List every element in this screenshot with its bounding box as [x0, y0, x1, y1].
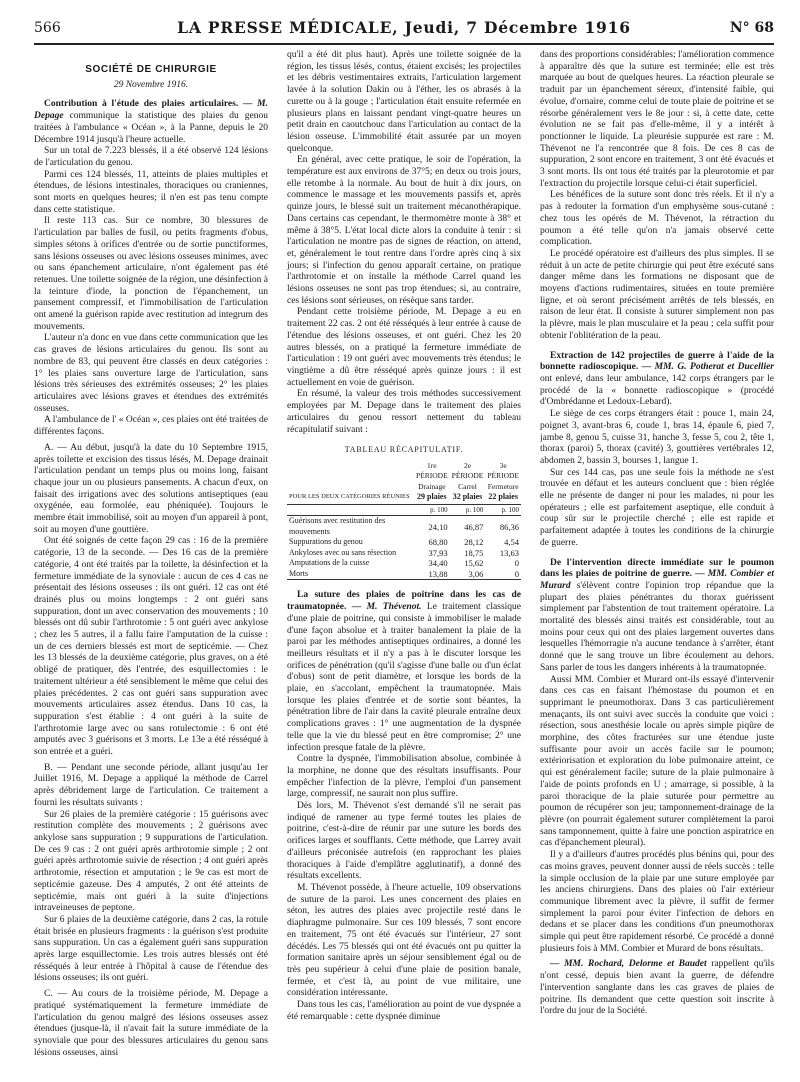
page-number: 566 [34, 20, 61, 36]
table-cell: 86,36 [499, 521, 519, 532]
paragraph: Il y a d'ailleurs d'autres procédés plus bénins qui, pour des cas moins graves, peuvent donner aussi de réels succès : telle la simple occlusion de la plaie par une suture employée par les anciens chirurgiens. Dans des plaies où l'air extérieur communique librement avec la plèvre, il suffit de fermer simplement la paroi pour éviter l'infection de dehors en dedans et se placer dans les conditions d'un pneumothorax simple qui peut être rapidement résorbé. Ce procédé a donné plusieurs fois à MM. Combier et Murard de bons résultats. [540, 850, 774, 954]
article-title: Extraction de 142 projectiles de guerre à l'aide de la bonnette radioscopique. — [540, 350, 774, 373]
column-header-periode-3: 3e PÉRIODE Fermeture 22 plaies [485, 460, 521, 505]
table-cell: 28,12 [464, 537, 484, 548]
paragraph: qu'il a été dit plus haut). Après une toilette soignée de la région, les tissus lésés, contus, étaient excisés; les projectiles et les débris vestimentaires extraits, l'articulation largement lavée à la solution Dakin ou à l'éther, les os abrasés à la curette ou à la gouge ; l'articulation était ensuite refermée en plusieurs plans en laissant pendant vingt-quatre heures un petit drain en caoutchouc dans l'articulation au contact de la lésion osseuse. L'immobilité était assurée par un moyen quelconque. [287, 50, 521, 154]
column-2 [287, 50, 521, 1070]
column-header-periode-2: 2e PÉRIODE Carrel 32 plaies [450, 460, 486, 505]
session-date: 29 Novembre 1916. [113, 79, 189, 90]
row-label: Amputations de la cuisse [289, 558, 370, 568]
column-1 [34, 50, 268, 1070]
article-intro: ont enlevé, dans leur ambulance, 142 corps étrangers par le procédé de la « bonnette radioscopique » (procédé d'Ombrédanne et Ledoux-Lebard). [540, 373, 774, 408]
paragraph: Pendant cette troisième période, M. Depage a eu en traitement 22 cas. 2 ont été résséqués à leur entrée à cause de l'étendue des lésions osseuses, et ont guéri. Chez les 20 autres blessés, on a pratiqué la fermeture immédiate de l'articulation : 19 ont guéri avec mouvements très étendus; le vingtième a dû être résséqué après quinze jours : il est actuellement en voie de guérison. [287, 307, 521, 388]
table-row [287, 537, 521, 548]
table-cell: 3,06 [450, 569, 486, 580]
article-heading-suture-poitrine [287, 590, 521, 754]
row-label: Ankyloses avec ou sans résection [289, 547, 397, 557]
closing-authors: — MM. Rochard, Delorme et Baudet [550, 959, 707, 970]
table-cell: 46,87 [464, 521, 484, 532]
article-author: MM. Combier et Murard [540, 569, 774, 591]
header-rule [34, 43, 774, 45]
paragraph: Sur ces 144 cas, pas une seule fois la méthode ne s'est trouvée en défaut et les auteurs concluent que : bien réglée elle ne présente de danger ni pour les malades, ni pour les opérateurs ; elle est parfaitement aseptique, elle conduit à coup sûr sur le projectile cherché ; elle est rapide et parfaitement adaptée à toutes les conditions de la chirurgie de guerre. [540, 467, 774, 548]
column-3 [540, 50, 774, 1070]
table-units-row [287, 504, 521, 516]
paragraph: B. — Pendant une seconde période, allant jusqu'au 1er Juillet 1916, M. Depage a appliqué la méthode de Carrel après débridement large de l'articulation. Ce traitement a fourni les résultats suivants : [34, 762, 268, 808]
paragraph: dans des proportions considérables; l'amélioration commence à apparaître dès que la suture est terminée; elle est très marquée au bout de quelques heures. La réaction pleurale se traduit par un épanchement séreux, d'intensité faible, qui évolue, d'ornaire, comme celui de toute plaie de poitrine et se résorbe généralement vers le 8e jour : si, à cette date, cette évolution ne se fait pas d'elle-même, il y a intérêt à ponctionner le liquide. La pleurésie suppurée est rare : M. Thévenot ne l'a rencontrée que 8 fois. De ces 8 cas de suppuration, 2 sont encore en traitement, 3 ont été évacués et 3 sont morts. Ils ont tous été traités par la pleurotomie et par l'extraction du projectile lorsque celui-ci était superficiel. [540, 50, 774, 189]
journal-title: LA PRESSE MÉDICALE, Jeudi, 7 Décembre 1916 [177, 18, 631, 37]
paragraph: L'auteur n'a donc en vue dans cette communication que les cas graves de lésions articulaires du genou. Ils sont au nombre de 83, qui peuvent être classés en deux catégories : 1° les plaies sans ouverture large de l'articulation, sans lésions très sérieuses des extrémités osseuses; 2° les plaies articulaires avec lésions graves et étendues des extrémités osseuses. [34, 333, 268, 414]
table-cell: 34,40 [428, 558, 448, 569]
table-cell: 13,88 [414, 569, 450, 580]
column-header-periode-1: 1re PÉRIODE Drainage 29 plaies [414, 460, 450, 505]
paragraph: M. Thévenot possède, à l'heure actuelle, 109 observations de suture de la paroi. Les unes concernent des plaies en séton, les autres des plaies avec projectile resté dans le diaphragme pulmonaire. Sur ces 109 blessés, 7 sont encore en traitement, 75 ont été évacués sur l'intérieur, 27 sont décédés. Les 75 blessés qui ont été évacués ont pu quitter la formation sanitaire après un séjour sensiblement égal ou de très peu supérieur à celui d'une plaie de position banale, fermée, et c'est là, au point de vue militaire, une considération intéressante. [287, 882, 521, 999]
table-row [287, 516, 521, 538]
unit-cell: p. 100 [485, 504, 521, 516]
table-cell: 15,62 [464, 558, 484, 569]
table-cell: 0 [514, 558, 519, 569]
article-intro: s'élèvent contre l'opinion trop répandue que la plupart des plaies pénétrantes du thorax guérissent simplement par l'abstention de tout traitement opératoire. La mortalité des blessés ainsi traités est considérable, tout au moins pour ceux qui ont des plaies largement ouvertes dans lesquelles l'hémorragie n'a aucune tendance à s'arrêter, étant donné que le sang trouve un libre écoulement au dehors. Sans parler de tous les dangers inhérents à la traumatopnée. [540, 580, 774, 673]
paragraph: Contre la dyspnée, l'immobilisation absolue, combinée à la morphine, ne donne que des résultats insuffisants. Pour empêcher l'infection de la plèvre, l'emploi d'un pansement large, compressif, ne saurait non plus suffire. [287, 754, 521, 800]
table-cell: 4,54 [504, 537, 519, 548]
paragraph: Le procédé opératoire est d'ailleurs des plus simples. Il se réduit à un acte de petite chirurgie qui peut être exécuté sans danger même dans les formations ne disposant que de moyens d'actions rudimentaires, situées en toute première ligne, et où seront précisément arrêtés de tels blessés, en raison de leur état. Il consiste à suturer simplement non pas la plèvre, mais le plan musculaire et la peau ; cela suffit pour obtenir l'oblitération de la peau. [540, 248, 774, 341]
article-title: De l'intervention directe immédiate sur le poumon dans les plaies de poitrine de guerre. — [540, 557, 774, 580]
article-author: M. Thévenot. [366, 602, 422, 613]
paragraph: A. — Au début, jusqu'à la date du 10 Septembre 1915, après toilette et excision des tissus lésés, M. Depage drainait l'articulation pendant un temps plus ou moins long, faisant chaque jour un ou plusieurs pansements. A chacun d'eux, on faisait des irrigations avec des solutions antiseptiques (eau oxygénée, eau formolée, eau phéniquée). Toujours le membre était immobilisé, soit au moyen d'un appareil à pont, soit au moyen d'une gouttière. [34, 442, 268, 535]
table-cell: 37,93 [428, 547, 448, 558]
article-title: Contribution à l'étude des plaies articulaires. — [44, 99, 253, 110]
paragraph: Aussi MM. Combier et Murard ont-ils essayé d'intervenir dans ces cas en faisant l'hémostase du poumon et en supprimant le pneumothorax. Dans 3 cas particulièrement menaçants, ils ont suivi avec succès la conduite que voici : résection, sous anesthésie locale ou après simple piqûre de morphine, des côtes fracturées sur une étendue juste suffisante pour avoir un accès facile sur le poumon; extériorisation et exploration du lobe pulmonaire atteint, ce qui est généralement facile; suture de la plaie pulmonaire à l'aide de points profonds en U ; amarrage, si possible, à la paroi thoracique de la plaie suturée pour permettre au poumon de récupérer son jeu; tamponnement-drainage de la plèvre (on pourrait également suturer complètement la paroi sans tamponnement, quitte à faire une ponction aspiratrice en cas d'épanchement pleural). [540, 674, 774, 849]
closing-text: rappellent qu'ils n'ont cessé, depuis bien avant la guerre, de défendre l'intervention sanglante dans les cas graves de plaies de poitrine. Ils demandent que cette question soit inscrite à l'ordre du jour de la Société. [540, 959, 774, 1017]
paragraph: C. — Au cours de la troisième période, M. Depage a pratiqué systématiquement la fermeture immédiate de l'articulation du genou malgré des lésions osseuses assez étendues (jusque-là, il n'avait fait la suture immédiate de la synoviale que pour des blessures articulaires du genou sans lésions osseuses, ainsi [34, 989, 268, 1058]
table-row [287, 569, 521, 580]
paragraph: Dans tous les cas, l'amélioration au point de vue dyspnée a été remarquable : cette dyspnée diminue [287, 1000, 521, 1022]
article-heading-intervention-poumon [540, 558, 774, 675]
article-heading-plaies-articulaires [34, 99, 268, 146]
row-label: Guérisons avec restitution des mouvements [289, 516, 386, 536]
table-row [287, 558, 521, 569]
page-header [34, 18, 774, 40]
row-label: Morts [287, 569, 414, 580]
closing-paragraph [540, 959, 774, 1018]
unit-cell: p. 100 [414, 504, 450, 516]
paragraph: En résumé, la valeur des trois méthodes successivement employées par M. Depage dans le traitement des plaies articulaires du genou ressort nettement du tableau récapitulatif suivant : [287, 389, 521, 435]
issue-number: N° 68 [729, 20, 774, 36]
table-title: TABLEAU RÉCAPITULATIF. [344, 445, 464, 455]
article-intro: communique la statistique des plaies du genou traitées à l'ambulance « Océan », à la Panne, depuis le 20 Décembre 1914 jusqu'à l'heure actuelle. [34, 111, 268, 145]
table-cell: 0 [485, 569, 521, 580]
row-label: Suppurations du genou [289, 537, 363, 547]
society-heading: SOCIÉTÉ DE CHIRURGIE [85, 64, 217, 75]
table-corner-label: POUR LES DEUX CATÉGORIES RÉUNIES [287, 460, 414, 505]
article-author: M. Depage [34, 99, 268, 122]
table-cell: 13,63 [499, 547, 519, 558]
paragraph: Parmi ces 124 blessés, 11, atteints de plaies multiples et étendues, de lésions intestinales, thoraciques ou craniennes, sont morts en quelques heures; il n'en est pas tenu compte dans cette statistique. [34, 169, 268, 215]
paragraph: Sur un total de 7.223 blessés, il a été observé 124 lésions de l'articulation du genou. [34, 146, 268, 168]
paragraph: Ont été soignés de cette façon 29 cas : 16 de la première catégorie, 13 de la seconde. — Des 16 cas de la première catégorie, 4 ont été traités par la toilette, la désinfection et la fermeture immédiate de la synoviale : aucun de ces 4 cas ne présentait des lésions osseuses : ils ont guéri. 12 cas ont été drainés plus ou moins longtemps : 2 ont guéri sans suppuration, dont un avec conservation des mouvements ; 10 blessés ont dû subir l'arthrotomie : 5 ont guéri avec ankylose ; chez les 5 autres, il a fallu faire l'amputation de la cuisse : un de ces derniers blessés est mort de septicémie. — Chez les 13 blessés de la deuxième catégorie, plus graves, on a été obligé de pratiquer, dès l'entrée, des esquillectomies : le traitement ultérieur a été sensiblement le même que celui des plaies précédentes. 2 cas ont guéri sans suppuration avec mouvements articulaires assez étendus. Dans 10 cas, la suppuration s'est établie : 4 ont guéri à la suite de l'arthrotomie large avec ou sans rotulectomie : 6 ont été amputés avec 3 guérisons et 3 morts. Le 13e a été résséqué à son entrée et a guéri. [34, 536, 268, 758]
article-heading-extraction-projectiles [540, 351, 774, 410]
article-author: MM. G. Potherat et Ducellier [654, 362, 774, 373]
table-row [287, 548, 521, 559]
paragraph: Le siège de ces corps étrangers était : pouce 1, main 24, poignet 3, avant-bras 6, coude 1, bras 14, épaule 6, pied 7, jambe 8, genou 5, cuisse 31, hanche 3, fesse 5, cou 2, tête 1, thorax (paroi) 5, thorax (cavité) 3, gouttières vertébrales 12, abdomen 2, bassin 3, bourses 1, langue 1. [540, 409, 774, 466]
results-table [287, 460, 521, 581]
paragraph: Les bénéfices de la suture sont donc très réels. Et il n'y a pas à redouter la formation d'un emphysème sous-cutané : chez tous les opérés de M. Thévenot, la rétraction du poumon a été telle qu'on n'a jamais observé cette complication. [540, 190, 774, 248]
table-cell: 24,10 [428, 521, 448, 532]
article-intro: Le traitement classique d'une plaie de poitrine, qui consiste à immobiliser le malade d'une façon absolue et à traiter banalement la plaie de la paroi par les méthodes antiseptiques ordinaires, a donné les meilleurs résultats et il n'y a pas à le discuter lorsque les orifices de pénétration (qu'il s'agisse d'une balle ou d'un éclat d'obus) sont de petit diamètre, et lorsque les bords de la plaie, en s'accolant, empêchent la traumatopnée. Mais lorsque les plaies d'entrée et de sortie sont béantes, la pénétration libre de l'air dans la cavité pleurale entraîne deux complications graves : 1° une augmentation de la dyspnée telle que la vie du blessé peut en être compromise; 2° une infection presque fatale de la plèvre. [287, 602, 521, 753]
paragraph: Sur 6 plaies de la deuxième catégorie, dans 2 cas, la rotule était brisée en plusieurs fragments : la guérison s'est produite sans suppuration. Un cas a également guéri sans suppuration après large esquillectomie. Les trois autres blessés ont été résséqués à leur entrée à l'hôpital à cause de l'étendue des lésions osseuses; ils ont guéri. [34, 914, 268, 984]
article-title: La suture des plaies de poitrine dans les cas de traumatopnée. — [287, 590, 521, 613]
paragraph: En général, avec cette pratique, le soir de l'opération, la température est aux environs de 37°5; en deux ou trois jours, elle retombe à la normale. Au bout de huit à dix jours, on commence le massage et les mouvements passifs et, après quinze jours, le blessé suit un traitement mécanothérapique. Dans certains cas cependant, le thermomètre monte à 38° et même à 38°5. L'état local dicte alors la conduite à tenir : si l'articulation ne montre pas de signes de réaction, on attend, et, généralement le tout rentre dans l'ordre après cinq à six jours; si l'infection du genou apparaît certaine, on pratique l'arthrotomie et on installe la méthode Carrel quand les lésions osseuses ne sont pas trop étendues; si, au contraire, ces lésions sont sérieuses, on résèque sans tarder. [287, 155, 521, 306]
paragraph: Sur 26 plaies de la première catégorie : 15 guérisons avec restitution complète des mouvements ; 2 guérisons avec ankylose sans suppuration ; 9 suppurations de l'articulation. De ces 9 cas : 2 ont guéri après arthrotomie simple ; 2 ont guéri après arthrotomie suivie de résection ; 4 ont guéri après arthrotomie, résection et amputation ; le 9e cas est mort de septicémie gazeuse. Des 4 amputés, 2 ont été atteints de septicémie, mais ont guéri à la suite d'injections intraveineuses de peptone. [34, 809, 268, 914]
paragraph: A l'ambulance de l' « Océan », ces plaies ont été traitées de différentes façons. [34, 415, 268, 438]
table-cell: 68,80 [428, 537, 448, 548]
paragraph: Dès lors, M. Thévenot s'est demandé s'il ne serait pas indiqué de ramener au type fermé toutes les plaies de poitrine, c'est-à-dire de réunir par une suture les bords des orifices larges et soufflants. Cette méthode, que Larrey avait d'ailleurs préconisée autrefois (en rapprochant les plaies thoraciques à l'aide d'emplâtre agglutinatif), a donné des résultats excellents. [287, 801, 521, 882]
unit-cell: p. 100 [450, 504, 486, 516]
paragraph: Il reste 113 cas. Sur ce nombre, 30 blessures de l'articulation par balles de fusil, ou petits fragments d'obus, simples sétons à orifices d'entrée ou de sortie punctiformes, sans lésions osseuses ou avec lésions osseuses minimes, avec ou sans épanchement articulaire, n'ont également pas été retenues. Une toilette soignée de la région, une désinfection à la teinture d'iode, la ponction de l'épanchement, un pansement compressif, et l'immobilisation de l'articulation ont amené la guérison rapide avec restitution ad integrum des mouvements. [34, 216, 268, 332]
table-cell: 18,75 [464, 547, 484, 558]
